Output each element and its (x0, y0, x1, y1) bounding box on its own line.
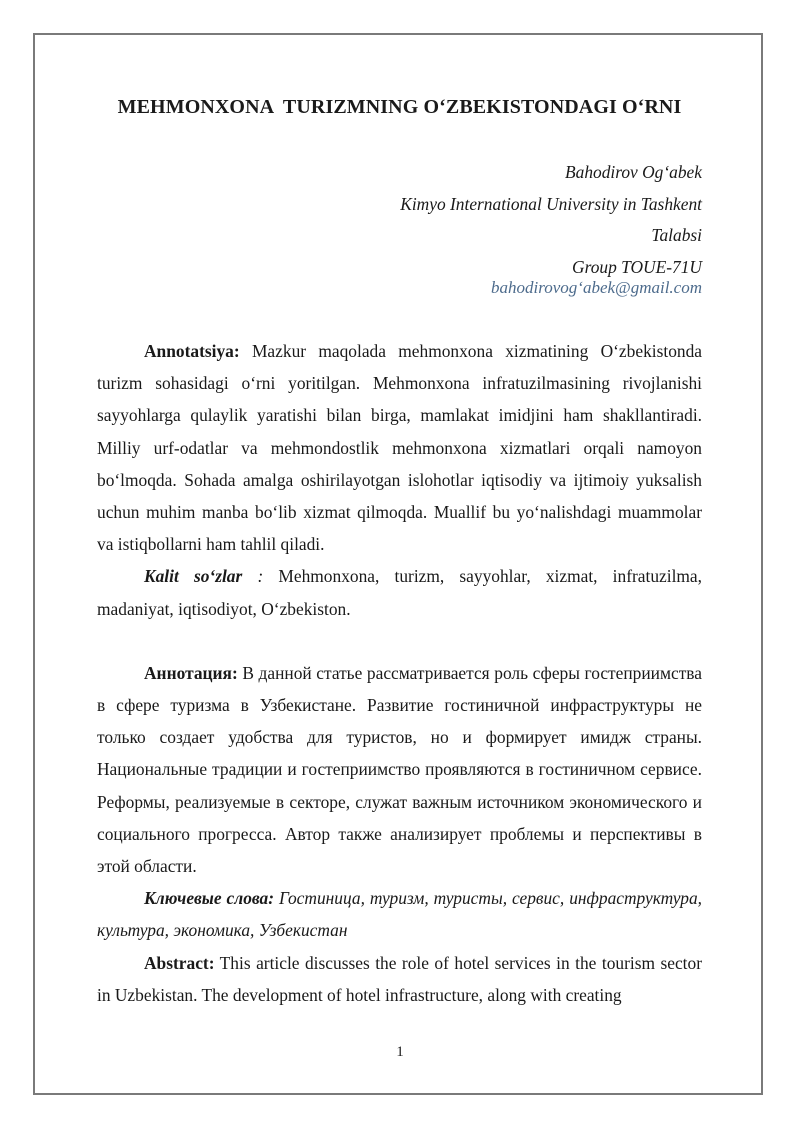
uz-annotation-label: Annotatsiya: (144, 341, 240, 361)
en-abstract-text: This article discusses the role of hotel services in the tourism sector in Uzbekistan. The development of hotel infrastructure, along with creating (97, 952, 702, 1005)
ru-annotation-label: Аннотация: (144, 662, 238, 683)
author-name: Bahodirov Og‘abek (565, 162, 702, 182)
author-university: Kimyo International University in Tashkent (400, 193, 702, 214)
page-number: 1 (396, 1044, 404, 1060)
en-abstract-paragraph (97, 947, 702, 1011)
uz-annotation-text: Mazkur maqolada mehmonxona xizmatining O‘zbekistonda turizm sohasidagi o‘rni yoritilgan. Mehmonxona infratuzilmasining rivojlanishi sayyohlarga qulaylik yaratishi bilan birga, mamlakat imidjini ham shakllantiradi. Milliy urf-odatlar va mehmondostlik mehmonxona xizmatlari orqali namoyon bo‘lmoqda. Sohada amalga oshirilayotgan islohotlar iqtisodiy va ijtimoiy yuksalish uchun muhim manba bo‘lib xizmat qilmoqda. Muallif bu yo‘nalishdagi muammolar va istiqbollarni ham tahlil qiladi. (97, 341, 702, 555)
en-abstract-label: Abstract: (144, 952, 215, 973)
uz-keywords-label: Kalit so‘zlar (144, 566, 243, 587)
author-block (97, 157, 702, 299)
uz-keywords-separator: : (242, 566, 279, 587)
ru-annotation-text: В данной статье рассматривается роль сферы гостеприимства в сфере туризма в Узбекистане. Развитие гостиничной инфраструктуры не только создает удобства для туристов, но и формирует имидж страны. Национальные традиции и гостеприимство проявляются в гостиничном сервисе. Реформы, реализуемые в секторе, служат важным источником экономического и социального прогресса. Автор также анализирует проблемы и перспективы в этой области. (97, 662, 702, 877)
ru-keywords-paragraph (97, 882, 702, 946)
uz-keywords-text: Mehmonxona, turizm, sayyohlar, xizmat, infratuzilma, madaniyat, iqtisodiyot, O‘zbekiston. (97, 566, 702, 619)
author-group: Group TOUE-71U (572, 256, 702, 277)
author-email-link[interactable]: bahodirovog‘abek@gmail.com (491, 278, 702, 297)
uz-keywords-paragraph (97, 560, 702, 624)
ru-keywords-text: Гостиница, туризм, туристы, сервис, инфраструктура, культура, экономика, Узбекистан (97, 888, 702, 941)
paper-title: MEHMONXONA TURIZMNING O‘ZBEKISTONDAGI O‘RNI (117, 96, 682, 118)
ru-annotation-paragraph (97, 657, 702, 882)
author-status: Talabsi (651, 225, 702, 245)
ru-keywords-label: Ключевые слова: (144, 888, 275, 909)
document-body (97, 96, 702, 1011)
uz-annotation-paragraph (97, 335, 702, 560)
